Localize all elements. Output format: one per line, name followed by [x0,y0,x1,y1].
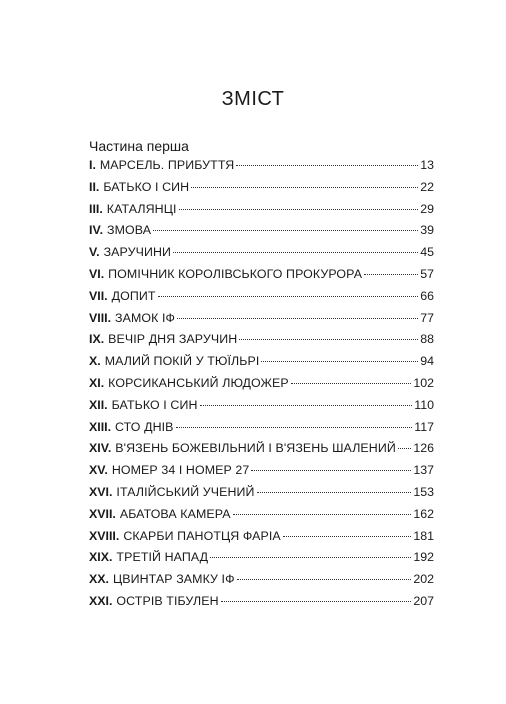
chapter-number: XXI. [89,593,113,608]
chapter-number: V. [89,245,100,260]
toc-entry [89,463,434,485]
chapter-number: VII. [89,288,108,303]
page-number: 77 [420,310,434,325]
page-number: 94 [420,354,434,369]
dot-leader [200,405,413,406]
page-number: 207 [413,593,434,608]
page-number: 22 [420,179,434,194]
chapter-title: ЗМОВА [107,223,152,238]
toc-entry [89,376,434,398]
page-number: 110 [414,397,434,412]
page-number: 39 [420,223,434,238]
page-number: 137 [413,463,434,478]
toc-entry [89,180,434,202]
dot-leader [158,296,419,297]
dot-leader [239,339,418,340]
dot-leader [173,252,418,253]
toc-entry [89,594,434,616]
chapter-title: СТО ДНІВ [115,419,174,434]
chapter-title: ДОПИТ [111,288,156,303]
chapter-number: XI. [89,375,105,390]
chapter-number: III. [89,201,103,216]
dot-leader [283,536,412,537]
page-number: 45 [420,245,434,260]
page-number: 202 [413,572,434,587]
toc-entry [89,572,434,594]
toc-entry [89,398,434,420]
chapter-title: КОРСИКАНСЬКИЙ ЛЮДОЖЕР [108,375,289,390]
toc-entry [89,267,434,289]
dot-leader [237,579,412,580]
toc-entry [89,332,434,354]
page-title: ЗМІСТ [221,88,285,110]
toc-entry [89,311,434,333]
dot-leader [176,427,413,428]
chapter-number: II. [89,179,100,194]
page-number: 192 [413,550,434,565]
chapter-title: ОСТРІВ ТІБУЛЕН [116,593,219,608]
chapter-title: ВЕЧІР ДНЯ ЗАРУЧИН [108,332,238,347]
chapter-number: XVI. [89,484,113,499]
dot-leader [221,601,412,602]
chapter-number: XV. [89,463,108,478]
chapter-number: XX. [89,572,109,587]
toc-entry [89,223,434,245]
dot-leader [177,318,418,319]
page-number: 153 [413,484,434,499]
page-number: 126 [413,441,434,456]
chapter-title: ТРЕТІЙ НАПАД [116,550,209,565]
toc-entry [89,550,434,572]
dot-leader [257,492,412,493]
page-number: 162 [413,506,434,521]
toc-entry [89,441,434,463]
chapter-number: XIV. [89,441,112,456]
chapter-title: ЗАМОК ІФ [115,310,176,325]
chapter-title: АБАТОВА КАМЕРА [119,506,231,521]
dot-leader [251,470,411,471]
page-number: 29 [420,201,434,216]
chapter-title: БАТЬКО І СИН [103,179,190,194]
chapter-number: IV. [89,223,104,238]
dot-leader [179,209,419,210]
page-number: 13 [420,158,434,172]
toc-entry [89,529,434,551]
chapter-number: IX. [89,332,105,347]
chapter-title: ЦВИНТАР ЗАМКУ ІФ [112,572,235,587]
toc-entry [89,158,434,180]
chapter-number: VI. [89,266,105,281]
page-number: 57 [420,266,434,281]
chapter-title: ЗАРУЧИНИ [103,245,172,260]
page-number: 102 [413,375,434,390]
toc-entry [89,420,434,442]
page-number: 88 [420,332,434,347]
toc-entry [89,354,434,376]
table-of-contents [89,158,434,616]
chapter-title: НОМЕР 34 І НОМЕР 27 [111,463,250,478]
toc-entry [89,289,434,311]
chapter-number: XVIII. [89,528,120,543]
chapter-title: ПОМІЧНИК КОРОЛІВСЬКОГО ПРОКУРОРА [108,266,363,281]
dot-leader [210,557,411,558]
chapter-number: X. [89,354,101,369]
chapter-title: В'ЯЗЕНЬ БОЖЕВІЛЬНИЙ І В'ЯЗЕНЬ ШАЛЕНИЙ [115,441,396,456]
chapter-number: VIII. [89,310,112,325]
chapter-title: СКАРБИ ПАНОТЦЯ ФАРІА [123,528,281,543]
dot-leader [236,165,418,166]
toc-entry [89,485,434,507]
chapter-number: XIII. [89,419,112,434]
dot-leader [153,230,418,231]
dot-leader [261,361,418,362]
chapter-title: КАТАЛЯНЦІ [106,201,177,216]
chapter-number: XIX. [89,550,113,565]
chapter-number: XII. [89,397,108,412]
dot-leader [398,448,411,449]
chapter-number: I. [89,158,96,172]
chapter-title: ІТАЛІЙСЬКИЙ УЧЕНИЙ [116,484,255,499]
dot-leader [364,274,418,275]
toc-entry [89,202,434,224]
page-number: 66 [420,288,434,303]
toc-entry [89,245,434,267]
dot-leader [233,514,412,515]
chapter-title: МАЛИЙ ПОКІЙ У ТЮЇЛЬРІ [104,354,260,369]
dot-leader [291,383,412,384]
page-number: 117 [414,419,434,434]
toc-entry [89,507,434,529]
chapter-title: БАТЬКО І СИН [111,397,198,412]
dot-leader [191,187,418,188]
chapter-number: XVII. [89,506,116,521]
part-heading: Частина перша [89,138,189,154]
chapter-title: МАРСЕЛЬ. ПРИБУТТЯ [99,158,235,172]
page-number: 181 [413,528,434,543]
